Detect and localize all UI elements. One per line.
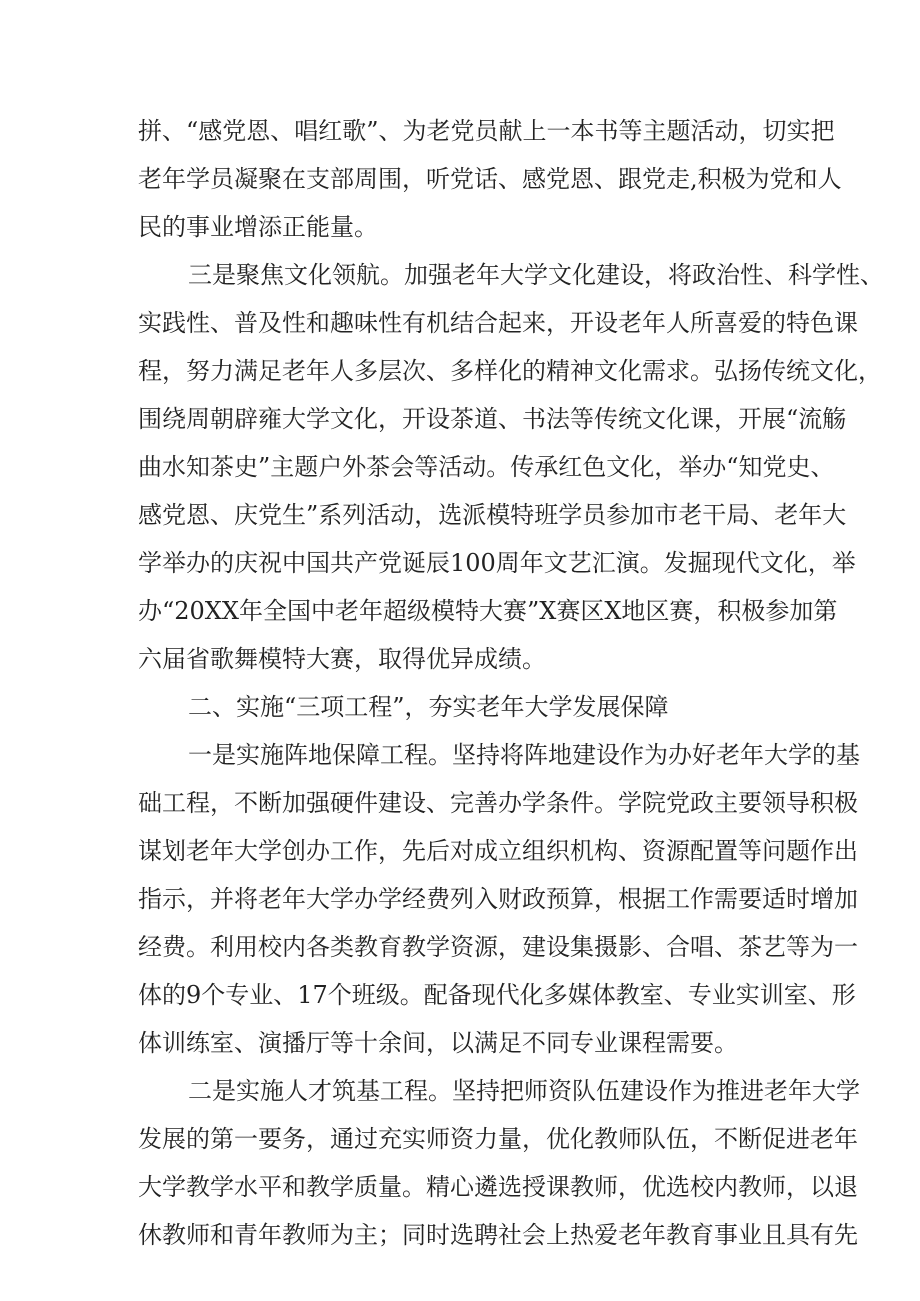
text-line: 一是实施阵地保障工程。坚持将阵地建设作为办好老年大学的基 (188, 741, 860, 769)
section-heading: 二、实施“三项工程”，夯实老年大学发展保障 (188, 693, 669, 721)
text-line: 办“20XX年全国中老年超级模特大赛”X赛区X地区赛，积极参加第 (138, 597, 838, 625)
text-line: 拼、“感党恩、唱红歌”、为老党员献上一本书等主题活动，切实把 (138, 117, 835, 145)
text-line: 谋划老年大学创办工作，先后对成立组织机构、资源配置等问题作出 (138, 837, 858, 865)
text-line: 感党恩、庆党生”系列活动，选派模特班学员参加市老干局、老年大 (138, 501, 847, 529)
text-line: 础工程，不断加强硬件建设、完善办学条件。学院党政主要领导积极 (138, 789, 858, 817)
text-line: 指示，并将老年大学办学经费列入财政预算，根据工作需要适时增加 (138, 885, 858, 913)
text-line: 经费。利用校内各类教育教学资源，建设集摄影、合唱、茶艺等为一 (138, 933, 858, 961)
text-line: 围绕周朝辟雍大学文化，开设茶道、书法等传统文化课，开展“流觞 (138, 405, 847, 433)
text-line: 体的9个专业、17个班级。配备现代化多媒体教室、专业实训室、形 (138, 981, 856, 1009)
text-line: 民的事业增添正能量。 (138, 213, 378, 241)
text-line: 三是聚焦文化领航。加强老年大学文化建设，将政治性、科学性、 (188, 261, 884, 289)
text-line: 六届省歌舞模特大赛，取得优异成绩。 (138, 645, 546, 673)
text-line: 曲水知茶史”主题户外茶会等活动。传承红色文化，举办“知党史、 (138, 453, 835, 481)
text-line: 程，努力满足老年人多层次、多样化的精神文化需求。弘扬传统文化， (138, 357, 882, 385)
text-line: 学举办的庆祝中国共产党诞辰100周年文艺汇演。发掘现代文化，举 (138, 549, 856, 577)
text-line: 休教师和青年教师为主；同时选聘社会上热爱老年教育事业且具有先 (138, 1221, 858, 1249)
text-line: 发展的第一要务，通过充实师资力量，优化教师队伍，不断促进老年 (138, 1125, 858, 1153)
text-line: 二是实施人才筑基工程。坚持把师资队伍建设作为推进老年大学 (188, 1077, 860, 1105)
text-line: 体训练室、演播厅等十余间，以满足不同专业课程需要。 (138, 1029, 738, 1057)
text-line: 老年学员凝聚在支部周围，听党话、感党恩、跟党走,积极为党和人 (138, 165, 842, 193)
text-line: 实践性、普及性和趣味性有机结合起来，开设老年人所喜爱的特色课 (138, 309, 858, 337)
text-line: 大学教学水平和教学质量。精心遴选授课教师，优选校内教师，以退 (138, 1173, 858, 1201)
